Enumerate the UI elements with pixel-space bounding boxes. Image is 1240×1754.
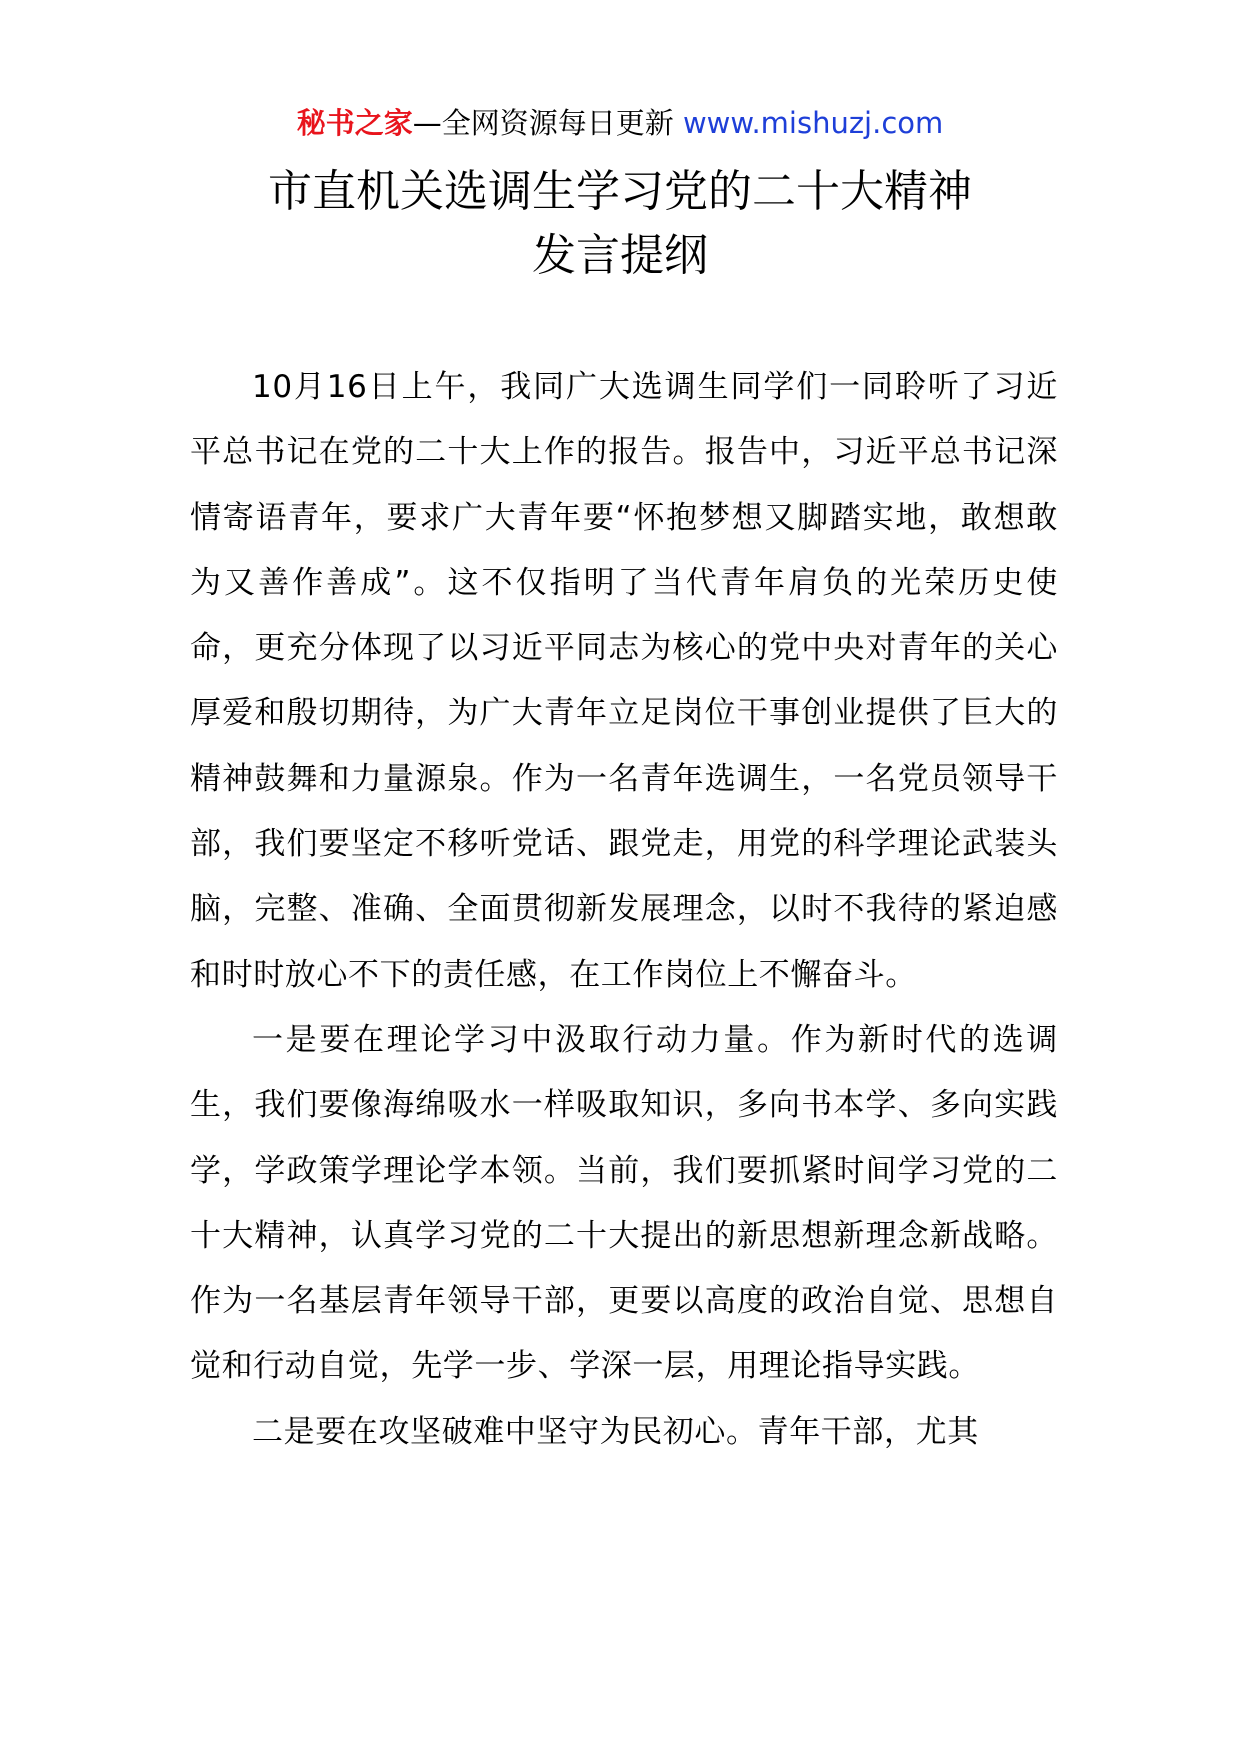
- document-title: [0, 160, 1240, 288]
- paragraph-point-1: 一是要在理论学习中汲取行动力量。作为新时代的选调生，我们要像海绵吸水一样吸取知识，多向书本学、多向实践学，学政策学理论学本领。当前，我们要抓紧时间学习党的二十大精神，认真学习党的二十大提出的新思想新理念新战略。作为一名基层青年领导干部，更要以高度的政治自觉、思想自觉和行动自觉，先学一步、学深一层，用理论指导实践。: [190, 1021, 1058, 1385]
- website-link[interactable]: www.mishuzj.com: [682, 106, 944, 140]
- title-line-2: 发言提纲: [532, 230, 708, 281]
- document-body: [190, 355, 1058, 1465]
- watermark-header: [0, 101, 1240, 145]
- paragraph-intro: 10月16日上午，我同广大选调生同学们一同聆听了习近平总书记在党的二十大上作的报告。报告中，习近平总书记深情寄语青年，要求广大青年要“怀抱梦想又脚踏实地，敢想敢为又善作善成”。这不仅指明了当代青年肩负的光荣历史使命，更充分体现了以习近平同志为核心的党中央对青年的关心厚爱和殷切期待，为广大青年立足岗位干事创业提供了巨大的精神鼓舞和力量源泉。作为一名青年选调生，一名党员领导干部，我们要坚定不移听党话、跟党走，用党的科学理论武装头脑，完整、准确、全面贯彻新发展理念，以时不我待的紧迫感和时时放心不下的责任感，在工作岗位上不懈奋斗。: [190, 369, 1058, 993]
- header-tagline: —全网资源每日更新: [412, 106, 674, 140]
- brand-name: 秘书之家: [296, 106, 413, 140]
- paragraph-point-2: 二是要在攻坚破难中坚守为民初心。青年干部，尤其: [252, 1413, 979, 1450]
- title-line-1: 市直机关选调生学习党的二十大精神: [268, 166, 972, 217]
